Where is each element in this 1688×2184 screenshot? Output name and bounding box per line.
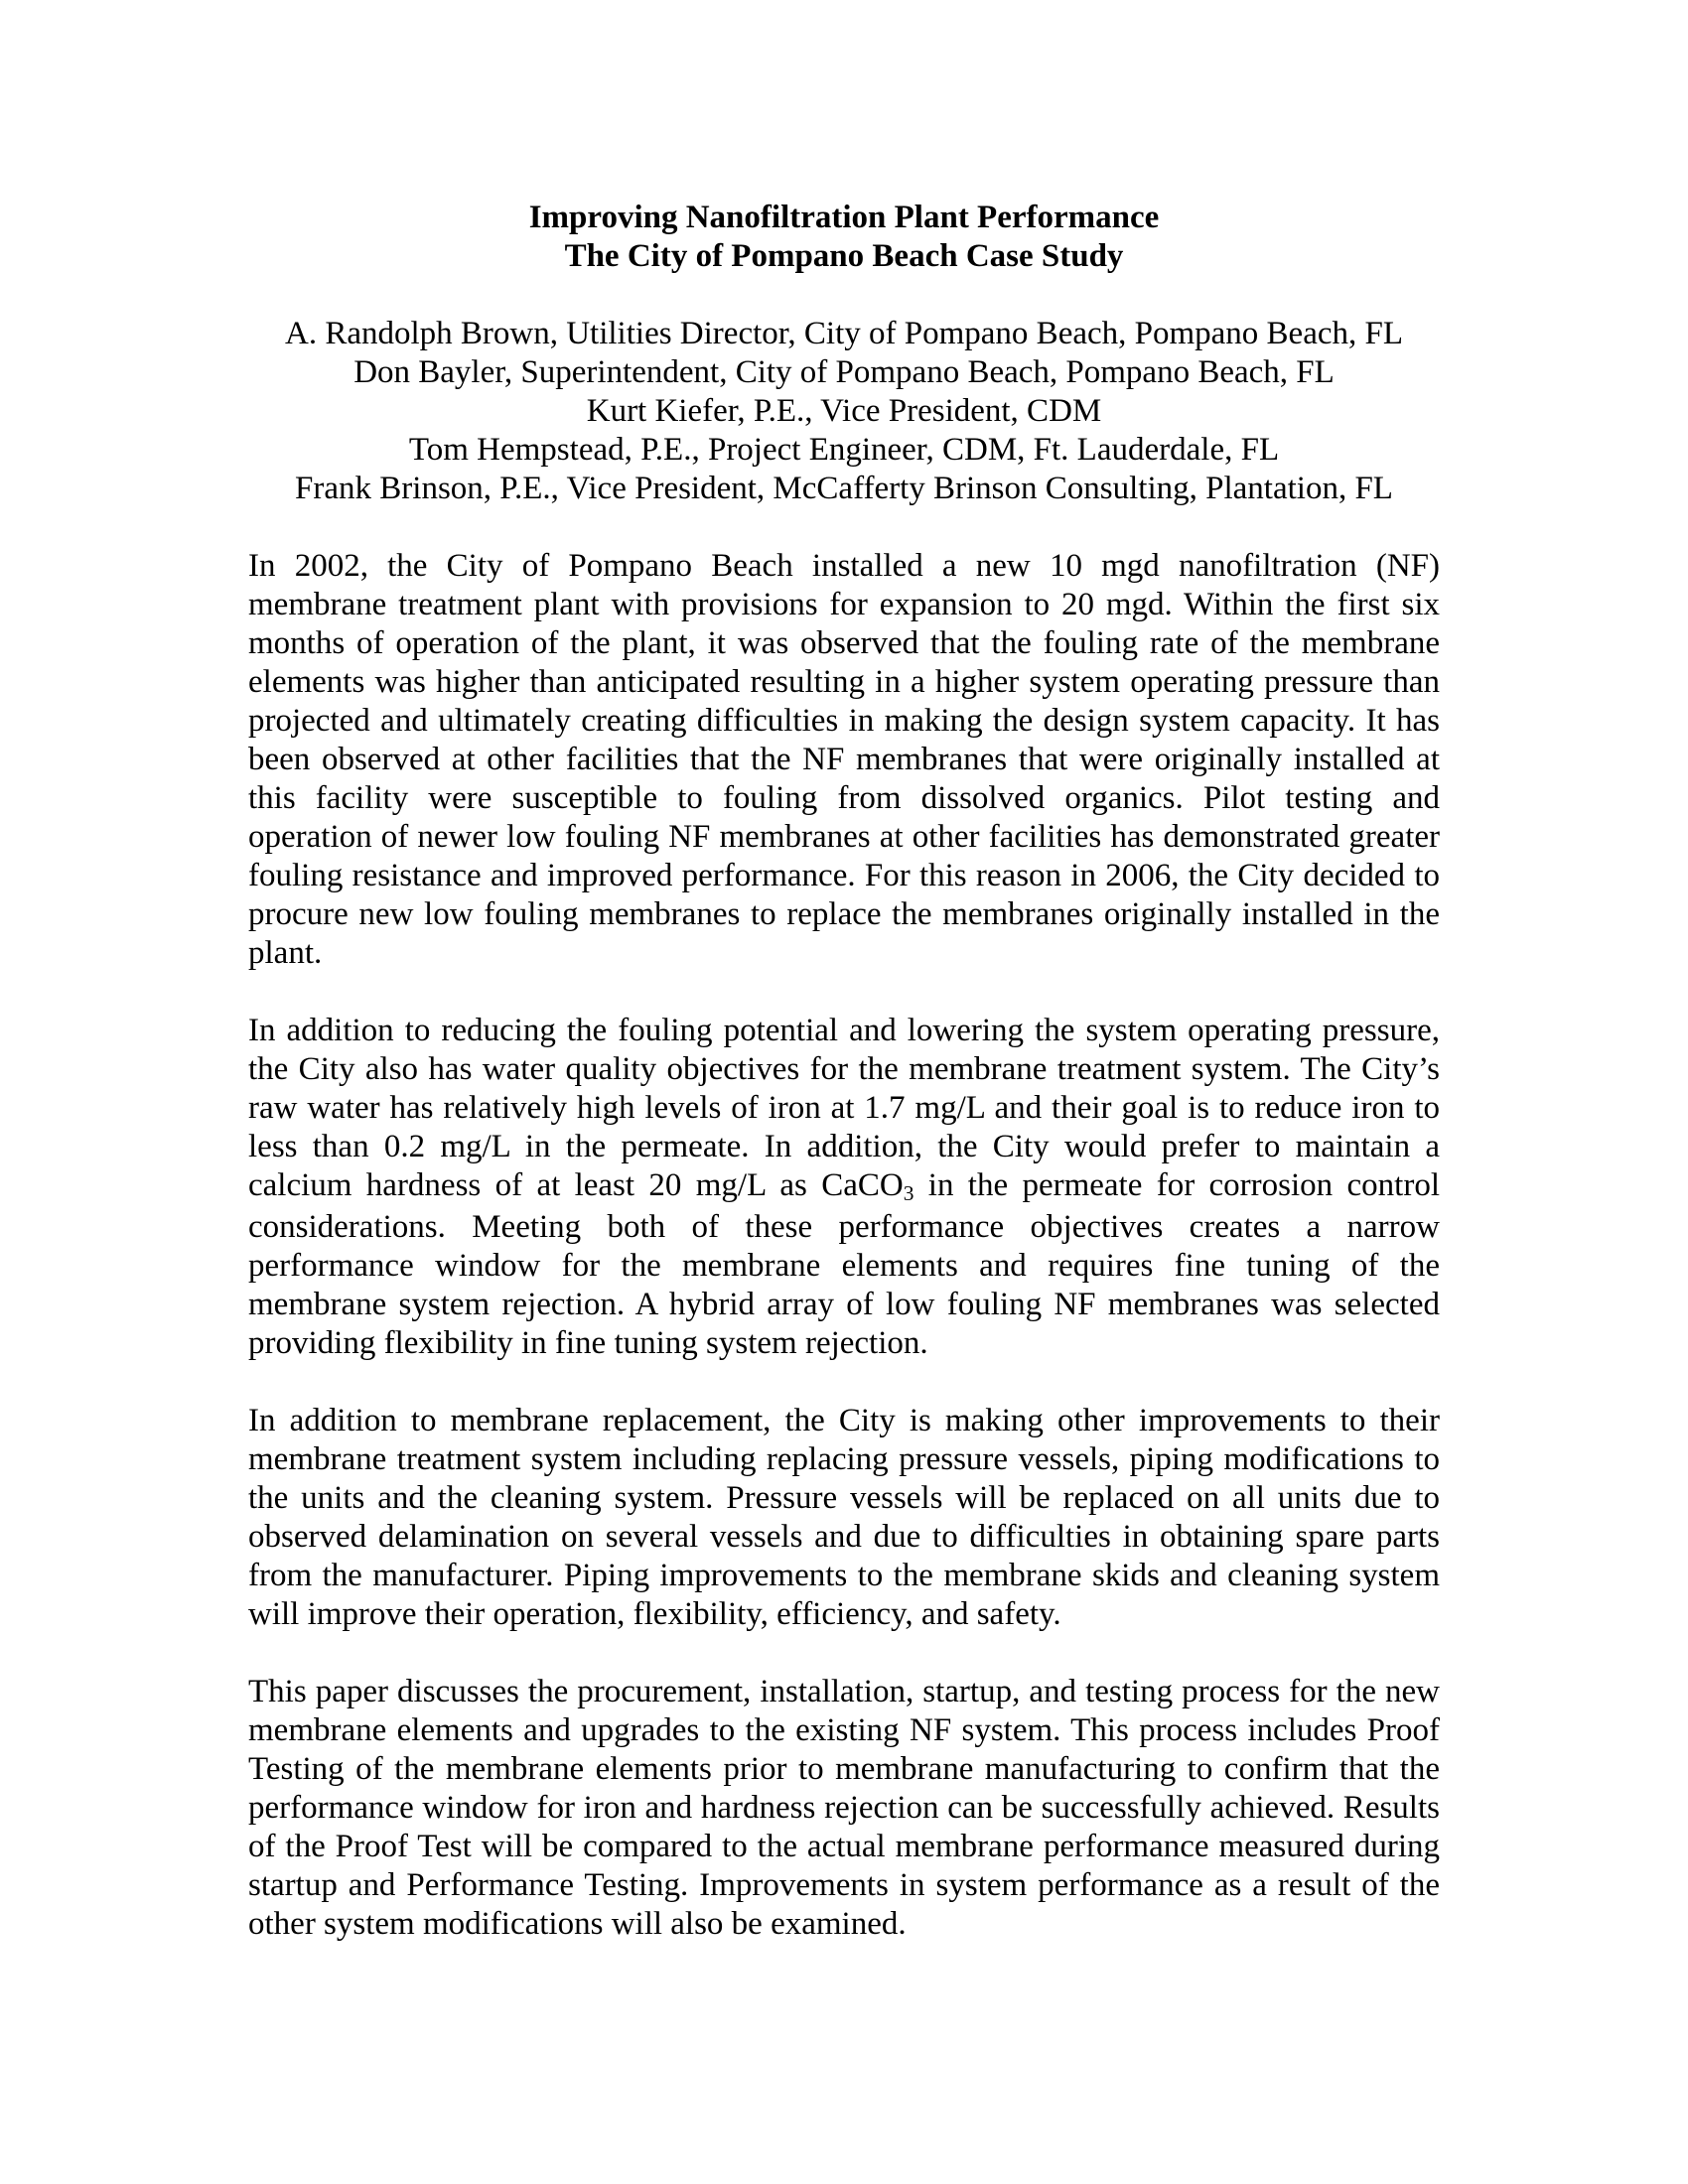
author-list: [248, 315, 1440, 508]
document-title-line-2: The City of Pompano Beach Case Study: [564, 238, 1124, 274]
abstract-paragraph-2: [248, 1012, 1440, 1363]
abstract-paragraph-1: In 2002, the City of Pompano Beach installed a new 10 mgd nanofiltration (NF) membrane treatment plant with provisions for expansion to 20 mgd. Within the first six months of operation of the plant, it was observed that the fouling rate of the membrane elements was higher than anticipated resulting in a higher system operating pressure than projected and ultimately creating difficulties in making the design system capacity. It has been observed at other facilities that the NF membranes that were originally installed at this facility were susceptible to fouling from dissolved organics. Pilot testing and operation of newer low fouling NF membranes at other facilities has demonstrated greater fouling resistance and improved performance. For this reason in 2006, the City decided to procure new low fouling membranes to replace the membranes originally installed in the plant.: [248, 548, 1440, 971]
author-line: Frank Brinson, P.E., Vice President, McCafferty Brinson Consulting, Plantation, FL: [295, 471, 1393, 506]
caco3-subscript: 3: [903, 1180, 914, 1205]
abstract-paragraph-3: In addition to membrane replacement, the City is making other improvements to their membrane treatment system including replacing pressure vessels, piping modifications to the units and the cleaning system. Pressure vessels will be replaced on all units due to observed delamination on several vessels and due to difficulties in obtaining spare parts from the manufacturer. Piping improvements to the membrane skids and cleaning system will improve their operation, flexibility, efficiency, and safety.: [248, 1403, 1440, 1632]
paragraph-2-text-before-subscript: In addition to reducing the fouling potential and lowering the system operating pressure, the City also has water quality objectives for the membrane treatment system. The City’s raw water has relatively high levels of iron at 1.7 mg/L and their goal is to reduce iron to less than 0.2 mg/L in the permeate. In addition, the City would prefer to maintain a calcium hardness of at least 20 mg/L as CaCO: [248, 1013, 1440, 1203]
document-title: [248, 199, 1440, 276]
paragraph-2-text-after-subscript: in the permeate for corrosion control considerations. Meeting both of these performance objectives creates a narrow performance window for the membrane elements and requires fine tuning of the membrane system rejection. A hybrid array of low fouling NF membranes was selected providing flexibility in fine tuning system rejection.: [248, 1167, 1440, 1361]
author-line: A. Randolph Brown, Utilities Director, City of Pompano Beach, Pompano Beach, FL: [284, 316, 1404, 351]
abstract-paragraph-4: This paper discusses the procurement, installation, startup, and testing process for the new membrane elements and upgrades to the existing NF system. This process includes Proof Testing of the membrane elements prior to membrane manufacturing to confirm that the performance window for iron and hardness rejection can be successfully achieved. Results of the Proof Test will be compared to the actual membrane performance measured during startup and Performance Testing. Improvements in system performance as a result of the other system modifications will also be examined.: [248, 1674, 1440, 1942]
document-content: [248, 199, 1440, 1944]
author-line: Don Bayler, Superintendent, City of Pompano Beach, Pompano Beach, FL: [353, 354, 1335, 390]
author-line: Tom Hempstead, P.E., Project Engineer, CDM, Ft. Lauderdale, FL: [408, 432, 1280, 468]
author-line: Kurt Kiefer, P.E., Vice President, CDM: [586, 393, 1102, 429]
document-title-line-1: Improving Nanofiltration Plant Performance: [528, 200, 1160, 235]
